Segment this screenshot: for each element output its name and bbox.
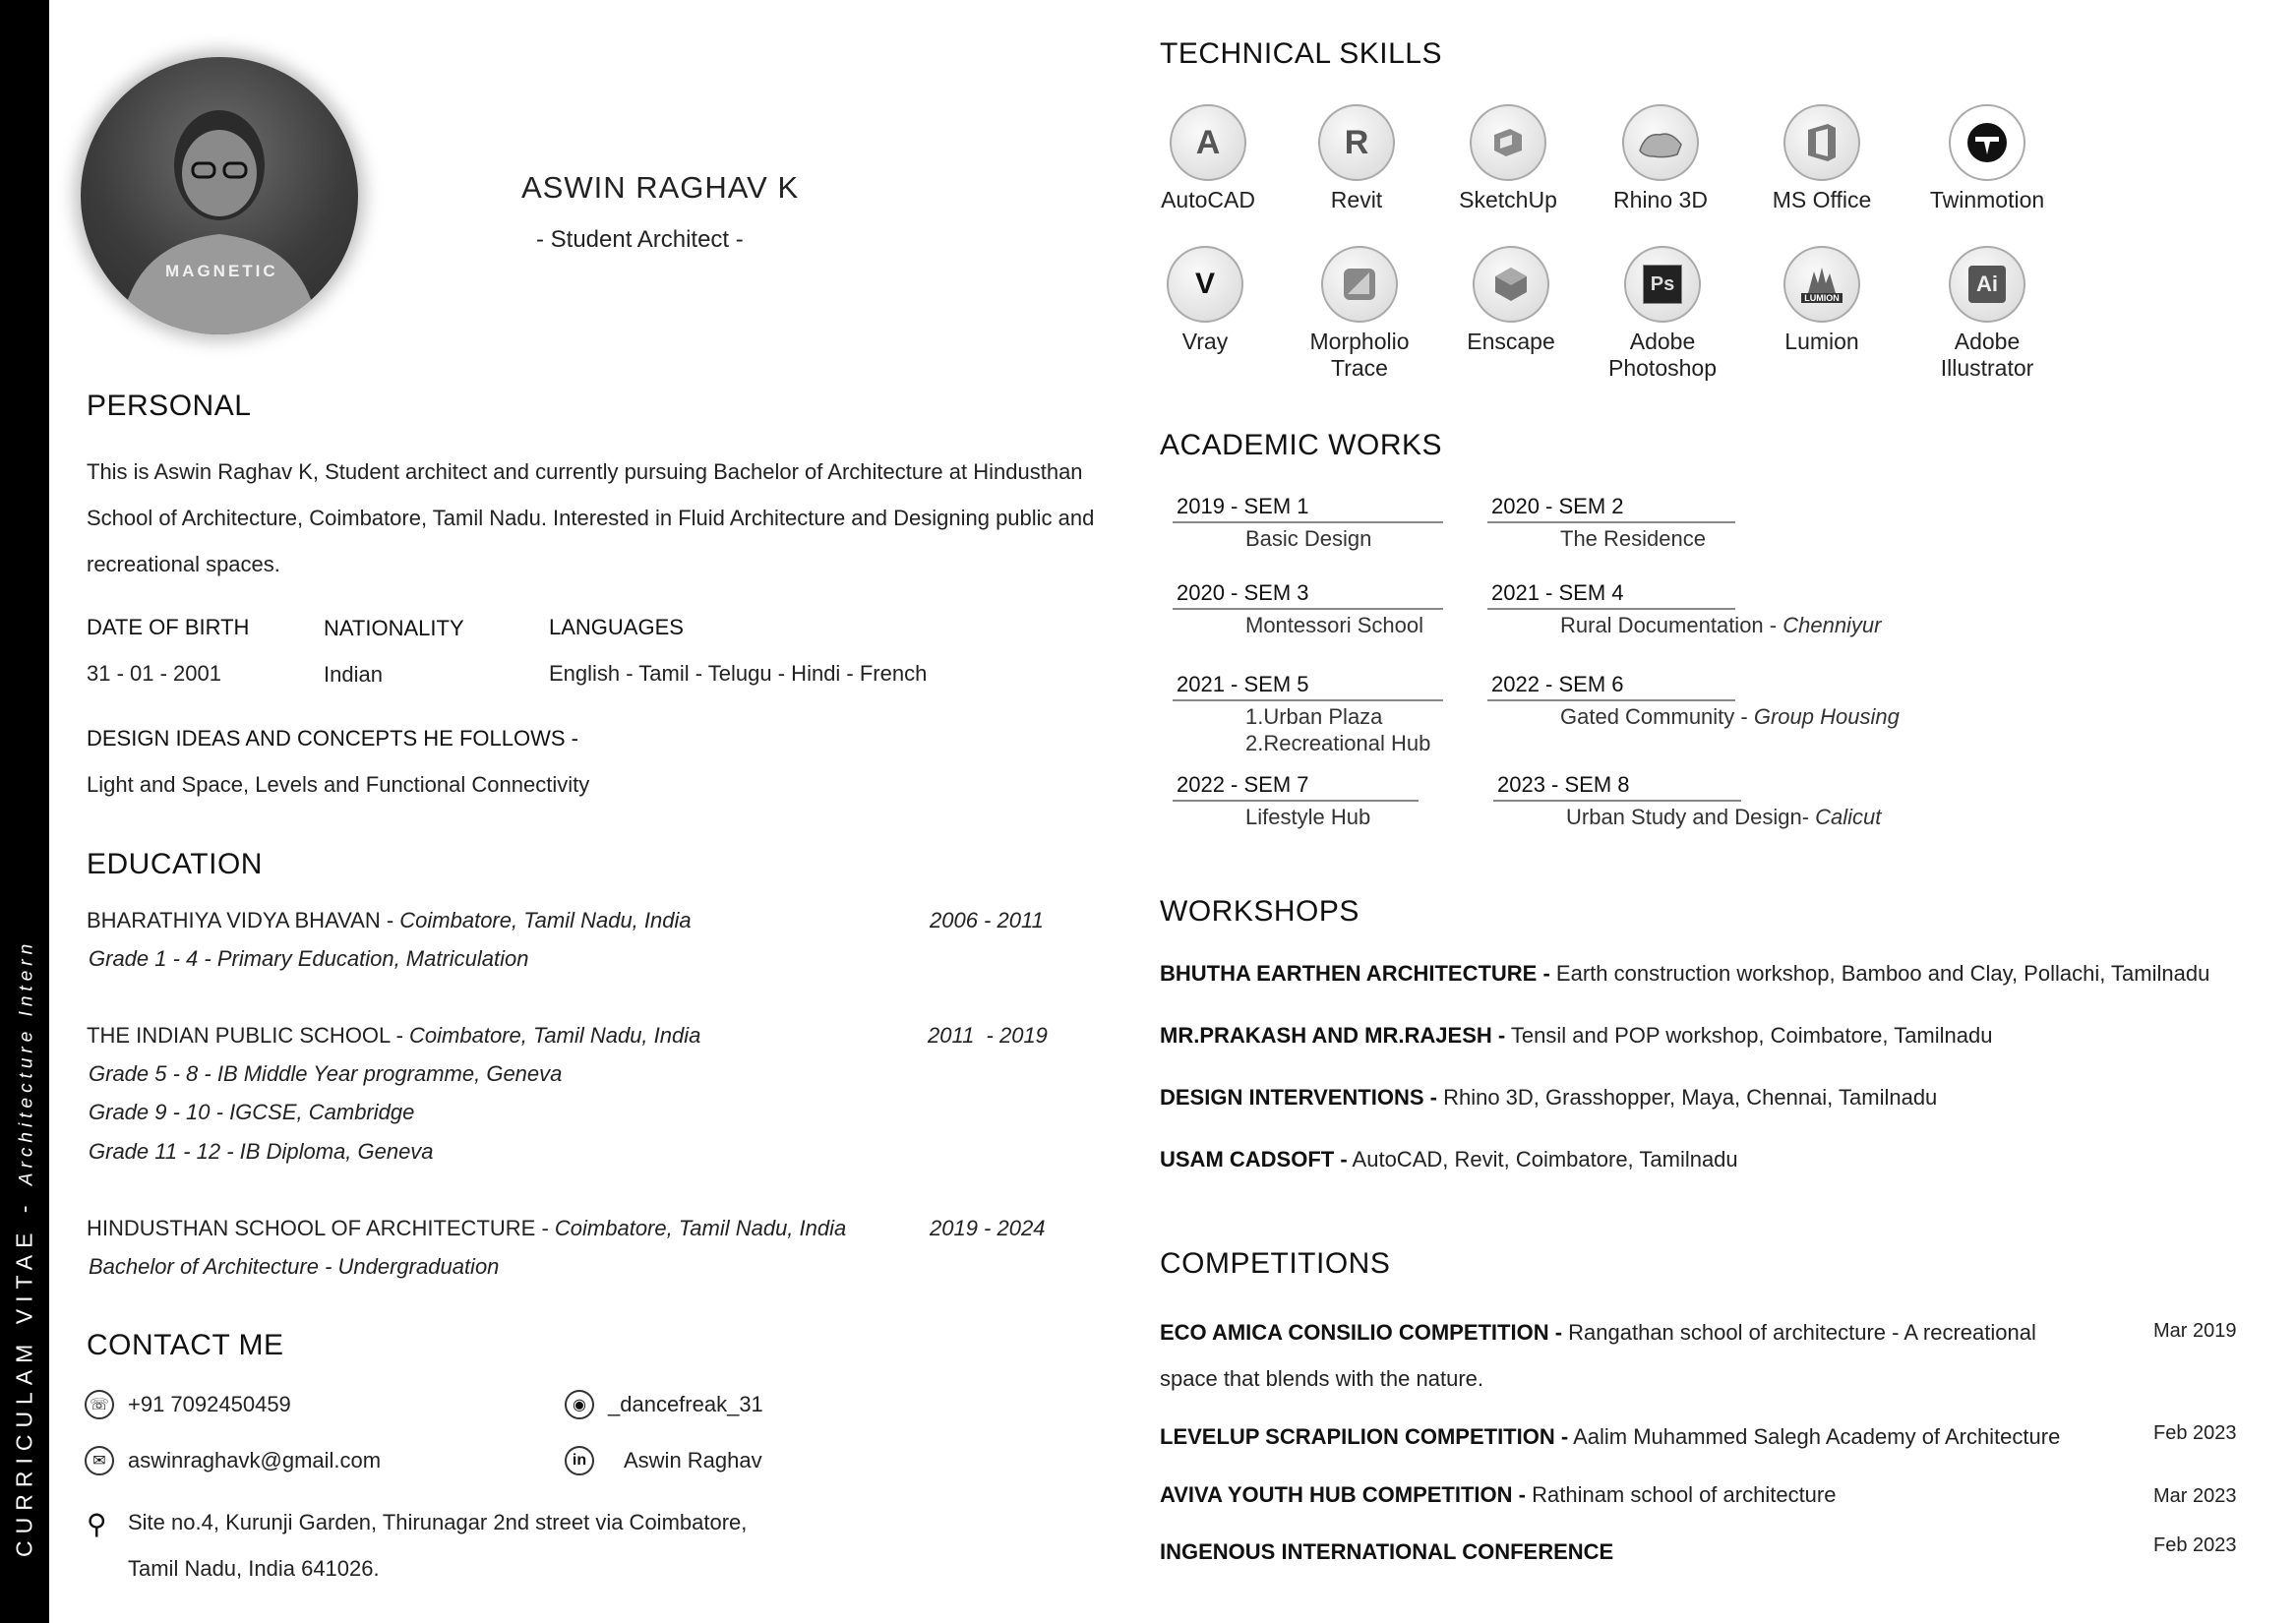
languages-value: English - Tamil - Telugu - Hindi - French <box>549 661 928 686</box>
project-title: Basic Design <box>1245 526 1372 551</box>
skills-heading: TECHNICAL SKILLS <box>1160 37 1442 70</box>
skill-lumion <box>1748 246 1896 355</box>
person-name: ASWIN RAGHAV K <box>521 170 800 205</box>
skill-label: Adobe Photoshop <box>1608 329 1717 381</box>
illustrator-icon <box>1949 246 2025 323</box>
education-item <box>87 908 692 933</box>
workshop-detail: Rhino 3D, Grasshopper, Maya, Chennai, Tamilnadu <box>1436 1085 1938 1110</box>
dob-label: DATE OF BIRTH <box>87 615 250 639</box>
lumion-icon <box>1783 246 1860 323</box>
design-label: DESIGN IDEAS AND CONCEPTS HE FOLLOWS - <box>87 726 578 751</box>
personal-bio: This is Aswin Raghav K, Student architect and currently pursuing Bachelor of Architecture at Hindusthan School of Architecture, Coimbatore, Tamil Nadu. Interested in Fluid Architecture and Designing public and recreational spaces. <box>87 459 1095 576</box>
profile-photo <box>81 57 358 334</box>
academic-item <box>1487 580 1882 638</box>
email-icon: ✉ <box>85 1446 114 1475</box>
skill-label: MS Office <box>1772 187 1872 212</box>
project-place: Chenniyur <box>1782 613 1882 637</box>
semester: 2021 - SEM 5 <box>1173 672 1443 701</box>
academic-item <box>1173 580 1443 638</box>
project-title <box>1493 804 1882 830</box>
skill-revit <box>1283 104 1430 213</box>
project-name: Urban Study and Design- <box>1566 805 1816 829</box>
skill-illustrator <box>1913 246 2061 382</box>
workshops-heading: WORKSHOPS <box>1160 895 1359 928</box>
skill-twinmotion <box>1913 104 2061 213</box>
competition-detail: Rangathan school of architecture - A recreational <box>1562 1320 2036 1345</box>
academic-item <box>1173 672 1443 756</box>
sidebar-subtitle: Architecture Intern <box>16 938 37 1186</box>
project-title <box>1487 612 1882 638</box>
workshop-detail: AutoCAD, Revit, Coimbatore, Tamilnadu <box>1347 1147 1738 1172</box>
skill-label: SketchUp <box>1459 187 1557 212</box>
workshop-item <box>1160 1147 1738 1172</box>
skill-label: Rhino 3D <box>1613 187 1708 212</box>
workshop-name: DESIGN INTERVENTIONS - <box>1160 1085 1437 1110</box>
autocad-icon: A <box>1170 104 1246 181</box>
semester: 2020 - SEM 2 <box>1487 494 1735 523</box>
competition-item <box>1160 1424 2060 1450</box>
project-name: Rural Documentation - <box>1560 613 1783 637</box>
shirt-print: MAGNETIC <box>165 262 278 280</box>
project-place: Calicut <box>1815 805 1882 829</box>
project-title: 2.Recreational Hub <box>1245 731 1431 755</box>
education-line: Grade 9 - 10 - IGCSE, Cambridge <box>89 1100 415 1124</box>
academic-item <box>1173 494 1443 552</box>
lumion-glyph: LUMION <box>1801 293 1843 303</box>
nationality-value: Indian <box>324 662 383 687</box>
competition-name: AVIVA YOUTH HUB COMPETITION - <box>1160 1482 1526 1507</box>
design-value: Light and Space, Levels and Functional Connectivity <box>87 772 590 797</box>
semester: 2022 - SEM 6 <box>1487 672 1735 701</box>
skill-sketchup <box>1434 104 1582 213</box>
competition-name: ECO AMICA CONSILIO COMPETITION - <box>1160 1320 1563 1345</box>
location-pin-icon: ⚲ <box>87 1509 107 1539</box>
school-place: Coimbatore, Tamil Nadu, India <box>409 1023 701 1048</box>
phone-icon: ☏ <box>85 1390 114 1419</box>
education-heading: EDUCATION <box>87 848 263 880</box>
skill-enscape <box>1437 246 1585 355</box>
competition-item <box>1160 1539 1613 1565</box>
academic-heading: ACADEMIC WORKS <box>1160 429 1443 461</box>
workshop-name: USAM CADSOFT - <box>1160 1147 1348 1172</box>
sketchup-icon <box>1470 104 1546 181</box>
linkedin-icon-text: in <box>572 1452 587 1469</box>
phone-number[interactable]: +91 7092450459 <box>128 1392 291 1416</box>
academic-item <box>1493 772 1882 830</box>
competition-detail: Rathinam school of architecture <box>1525 1482 1837 1507</box>
school-place: Coimbatore, Tamil Nadu, India <box>399 908 692 932</box>
competition-date: Mar 2023 <box>2153 1485 2237 1507</box>
skill-label: Enscape <box>1467 329 1555 354</box>
school-years: 2019 - 2024 <box>930 1216 1046 1240</box>
competition-date: Mar 2019 <box>2153 1320 2237 1342</box>
education-line: Bachelor of Architecture - Undergraduation <box>89 1254 500 1279</box>
skill-label: Lumion <box>1784 329 1859 354</box>
linkedin-icon <box>565 1446 594 1475</box>
education-item <box>87 1216 846 1241</box>
instagram-handle[interactable]: _dancefreak_31 <box>608 1392 763 1416</box>
project-type: Group Housing <box>1753 704 1900 729</box>
project-title: 1.Urban Plaza <box>1245 704 1383 729</box>
skill-photoshop <box>1589 246 1736 382</box>
skill-label: Adobe Illustrator <box>1940 329 2034 381</box>
linkedin-name[interactable]: Aswin Raghav <box>624 1448 762 1473</box>
school-years: 2006 - 2011 <box>930 908 1044 932</box>
competition-detail-line: space that blends with the nature. <box>1160 1366 1483 1391</box>
project-name: Gated Community - <box>1560 704 1754 729</box>
project-title: Montessori School <box>1245 613 1423 637</box>
education-line: Grade 11 - 12 - IB Diploma, Geneva <box>89 1139 434 1164</box>
school-name: HINDUSTHAN SCHOOL OF ARCHITECTURE - <box>87 1216 549 1240</box>
competition-detail: Aalim Muhammed Salegh Academy of Architecture <box>1568 1424 2061 1449</box>
instagram-icon: ◉ <box>565 1390 594 1419</box>
workshop-name: BHUTHA EARTHEN ARCHITECTURE - <box>1160 961 1550 986</box>
education-line: Grade 5 - 8 - IB Middle Year programme, Geneva <box>89 1061 563 1086</box>
skill-morpholio <box>1286 246 1433 382</box>
semester: 2020 - SEM 3 <box>1173 580 1443 610</box>
languages-label: LANGUAGES <box>549 615 684 639</box>
skill-label: Morpholio Trace <box>1309 329 1410 381</box>
twinmotion-icon <box>1949 104 2025 181</box>
address-line-2: Tamil Nadu, India 641026. <box>128 1556 380 1581</box>
education-line: Grade 1 - 4 - Primary Education, Matriculation <box>89 946 529 971</box>
academic-item <box>1487 672 1900 730</box>
nationality-label: NATIONALITY <box>324 616 464 640</box>
vray-icon: V <box>1167 246 1243 323</box>
project-title: The Residence <box>1560 526 1706 551</box>
workshop-item <box>1160 961 2209 987</box>
semester: 2022 - SEM 7 <box>1173 772 1419 802</box>
project-title <box>1487 703 1900 730</box>
workshop-detail: Tensil and POP workshop, Coimbatore, Tamilnadu <box>1505 1023 1993 1048</box>
sidebar-title <box>12 939 38 1557</box>
school-name: THE INDIAN PUBLIC SCHOOL - <box>87 1023 403 1048</box>
skill-rhino <box>1587 104 1734 213</box>
email-address[interactable]: aswinraghavk@gmail.com <box>128 1448 382 1473</box>
revit-icon: R <box>1318 104 1395 181</box>
school-years: 2011 - 2019 <box>928 1023 1048 1048</box>
skill-label: Vray <box>1181 329 1229 354</box>
workshop-name: MR.PRAKASH AND MR.RAJESH - <box>1160 1023 1506 1048</box>
illustrator-glyph: Ai <box>1968 266 2006 303</box>
photoshop-glyph: Ps <box>1643 265 1682 304</box>
competition-name: LEVELUP SCRAPILION COMPETITION - <box>1160 1424 1569 1449</box>
rhino-icon <box>1622 104 1699 181</box>
morpholio-icon <box>1321 246 1398 323</box>
skill-vray <box>1131 246 1279 355</box>
workshop-detail: Earth construction workshop, Bamboo and Clay, Pollachi, Tamilnadu <box>1549 961 2210 986</box>
project-title: Lifestyle Hub <box>1245 805 1371 829</box>
competition-date: Feb 2023 <box>2153 1534 2237 1556</box>
skill-label: Revit <box>1330 187 1383 212</box>
semester: 2019 - SEM 1 <box>1173 494 1443 523</box>
person-silhouette-icon <box>81 57 358 334</box>
sidebar-strip <box>0 0 49 1623</box>
competitions-heading: COMPETITIONS <box>1160 1247 1391 1280</box>
competition-name: INGENOUS INTERNATIONAL CONFERENCE <box>1160 1539 1614 1564</box>
workshop-item <box>1160 1023 1992 1049</box>
academic-item <box>1487 494 1735 552</box>
enscape-icon <box>1473 246 1549 323</box>
academic-item <box>1173 772 1419 830</box>
workshop-item <box>1160 1085 1937 1111</box>
school-name: BHARATHIYA VIDYA BHAVAN - <box>87 908 394 932</box>
contact-heading: CONTACT ME <box>87 1329 284 1361</box>
photoshop-icon <box>1624 246 1701 323</box>
skill-autocad <box>1134 104 1282 213</box>
competition-date: Feb 2023 <box>2153 1422 2237 1444</box>
semester: 2021 - SEM 4 <box>1487 580 1735 610</box>
person-role: - Student Architect - <box>536 226 744 253</box>
skill-ms-office <box>1748 104 1896 213</box>
competition-item <box>1160 1320 2036 1346</box>
school-place: Coimbatore, Tamil Nadu, India <box>554 1216 847 1240</box>
semester: 2023 - SEM 8 <box>1493 772 1741 802</box>
ms-office-icon <box>1783 104 1860 181</box>
dob-value: 31 - 01 - 2001 <box>87 661 221 686</box>
skill-label: Twinmotion <box>1929 187 2045 212</box>
education-item <box>87 1023 700 1049</box>
skill-label: AutoCAD <box>1161 187 1255 212</box>
sidebar-title-text: CURRICULAM VITAE - <box>11 1198 37 1557</box>
competition-item <box>1160 1482 1836 1508</box>
address-line-1: Site no.4, Kurunji Garden, Thirunagar 2nd street via Coimbatore, <box>128 1510 748 1534</box>
personal-heading: PERSONAL <box>87 390 252 422</box>
